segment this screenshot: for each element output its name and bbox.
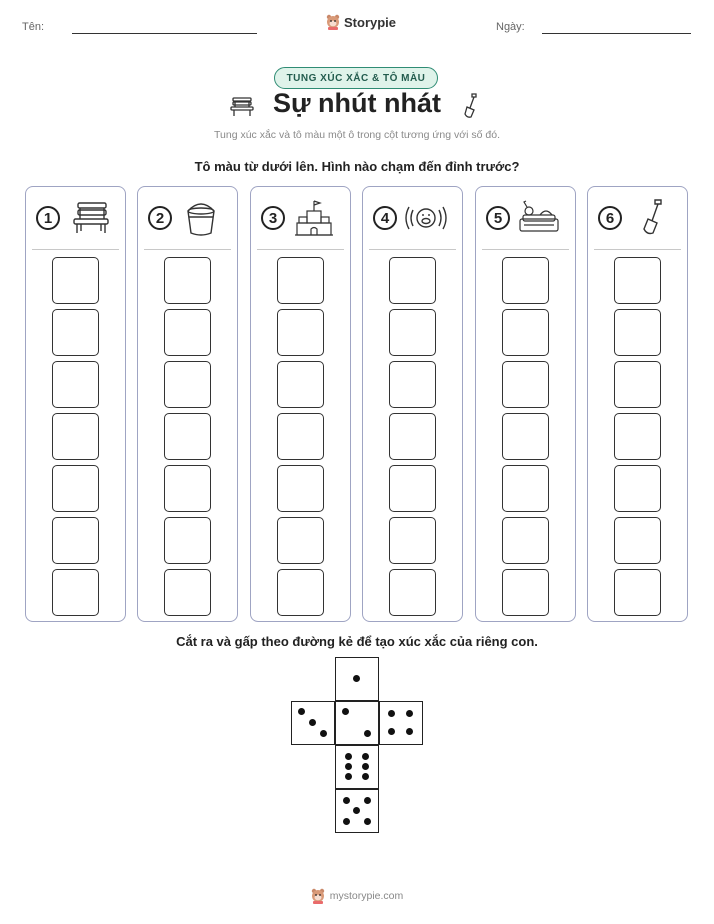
column-4 xyxy=(362,186,463,622)
dice-pip xyxy=(362,763,369,770)
column-3 xyxy=(250,186,351,622)
dice-pip xyxy=(342,708,349,715)
dice-face-6 xyxy=(335,745,379,789)
column-6 xyxy=(587,186,688,622)
color-cell[interactable] xyxy=(614,257,661,304)
dice-pip xyxy=(353,807,360,814)
footer xyxy=(0,888,714,904)
dice-pip xyxy=(406,728,413,735)
color-cell[interactable] xyxy=(52,309,99,356)
shouting-face-icon xyxy=(401,197,451,239)
name-label: Tên: xyxy=(22,21,45,33)
color-cell[interactable] xyxy=(389,361,436,408)
dice-pip xyxy=(320,730,327,737)
dice-pip xyxy=(388,728,395,735)
color-cell[interactable] xyxy=(502,413,549,460)
dice-pip xyxy=(364,818,371,825)
date-line xyxy=(542,33,691,34)
instruction-top: Tô màu từ dưới lên. Hình nào chạm đến đỉnh trước? xyxy=(194,159,520,174)
color-cell[interactable] xyxy=(277,257,324,304)
color-cell[interactable] xyxy=(389,309,436,356)
column-5 xyxy=(475,186,576,622)
color-cell[interactable] xyxy=(277,569,324,616)
column-number: 6 xyxy=(598,206,622,230)
color-cell[interactable] xyxy=(277,517,324,564)
color-cell[interactable] xyxy=(164,465,211,512)
footer-site[interactable]: mystorypie.com xyxy=(329,890,404,902)
mascot-icon xyxy=(326,14,340,30)
name-line xyxy=(72,33,257,34)
dice-pip xyxy=(298,708,305,715)
dice-face-3 xyxy=(291,701,335,745)
dice-face-1 xyxy=(335,657,379,701)
color-cell[interactable] xyxy=(502,361,549,408)
brand-logo xyxy=(326,14,396,30)
color-cell[interactable] xyxy=(52,465,99,512)
color-cell[interactable] xyxy=(52,413,99,460)
dice-pip xyxy=(345,773,352,780)
color-cell[interactable] xyxy=(164,517,211,564)
column-number: 4 xyxy=(373,206,397,230)
dice-pip xyxy=(388,710,395,717)
color-cell[interactable] xyxy=(614,361,661,408)
color-cell[interactable] xyxy=(389,413,436,460)
column-2 xyxy=(137,186,238,622)
color-cell[interactable] xyxy=(389,465,436,512)
dice-pip xyxy=(353,675,360,682)
shovel-icon xyxy=(462,92,478,120)
color-cell[interactable] xyxy=(502,257,549,304)
column-divider xyxy=(594,249,681,250)
color-cell[interactable] xyxy=(502,465,549,512)
color-cell[interactable] xyxy=(389,257,436,304)
color-cell[interactable] xyxy=(614,413,661,460)
color-cell[interactable] xyxy=(502,309,549,356)
color-cell[interactable] xyxy=(502,517,549,564)
color-cell[interactable] xyxy=(614,465,661,512)
page-subtitle: Tung xúc xắc và tô màu một ô trong cột tương ứng với số đó. xyxy=(214,129,500,141)
column-divider xyxy=(32,249,119,250)
brand-name: Storypie xyxy=(344,14,397,30)
color-cell[interactable] xyxy=(52,361,99,408)
column-divider xyxy=(482,249,569,250)
color-cell[interactable] xyxy=(52,257,99,304)
column-number: 1 xyxy=(36,206,60,230)
color-cell[interactable] xyxy=(502,569,549,616)
dice-pip xyxy=(345,753,352,760)
dice-face-2 xyxy=(335,701,379,745)
color-cell[interactable] xyxy=(164,569,211,616)
sandbox-icon xyxy=(514,197,564,239)
color-cell[interactable] xyxy=(277,413,324,460)
sandcastle-icon xyxy=(289,197,339,239)
activity-badge: TUNG XÚC XẮC & TÔ MÀU xyxy=(274,67,438,89)
dice-pip xyxy=(345,763,352,770)
color-cell[interactable] xyxy=(614,569,661,616)
color-cell[interactable] xyxy=(277,361,324,408)
column-number: 2 xyxy=(148,206,172,230)
color-cell[interactable] xyxy=(52,517,99,564)
dice-face-5 xyxy=(335,789,379,833)
dice-pip xyxy=(343,818,350,825)
dice-pip xyxy=(364,730,371,737)
color-cell[interactable] xyxy=(389,569,436,616)
color-cell[interactable] xyxy=(52,569,99,616)
column-divider xyxy=(144,249,231,250)
dice-pip xyxy=(362,753,369,760)
dice-pip xyxy=(343,797,350,804)
dice-face-4 xyxy=(379,701,423,745)
dice-pip xyxy=(364,797,371,804)
date-label: Ngày: xyxy=(496,21,525,33)
column-number: 3 xyxy=(261,206,285,230)
color-cell[interactable] xyxy=(164,257,211,304)
column-divider xyxy=(257,249,344,250)
dice-pip xyxy=(309,719,316,726)
color-cell[interactable] xyxy=(614,309,661,356)
bucket-icon xyxy=(176,197,226,239)
color-cell[interactable] xyxy=(389,517,436,564)
instruction-bottom: Cắt ra và gấp theo đường kẻ để tạo xúc xắc của riêng con. xyxy=(176,634,538,649)
color-cell[interactable] xyxy=(277,465,324,512)
dice-pip xyxy=(362,773,369,780)
color-cell[interactable] xyxy=(164,413,211,460)
color-cell[interactable] xyxy=(164,309,211,356)
column-1 xyxy=(25,186,126,622)
color-cell[interactable] xyxy=(164,361,211,408)
page-title: Sự nhút nhát xyxy=(272,88,442,118)
mascot-icon xyxy=(311,888,325,904)
bench-icon xyxy=(64,197,114,239)
dice-pip xyxy=(406,710,413,717)
column-number: 5 xyxy=(486,206,510,230)
color-cell[interactable] xyxy=(277,309,324,356)
color-cell[interactable] xyxy=(614,517,661,564)
shovel-icon xyxy=(626,197,676,239)
column-divider xyxy=(369,249,456,250)
